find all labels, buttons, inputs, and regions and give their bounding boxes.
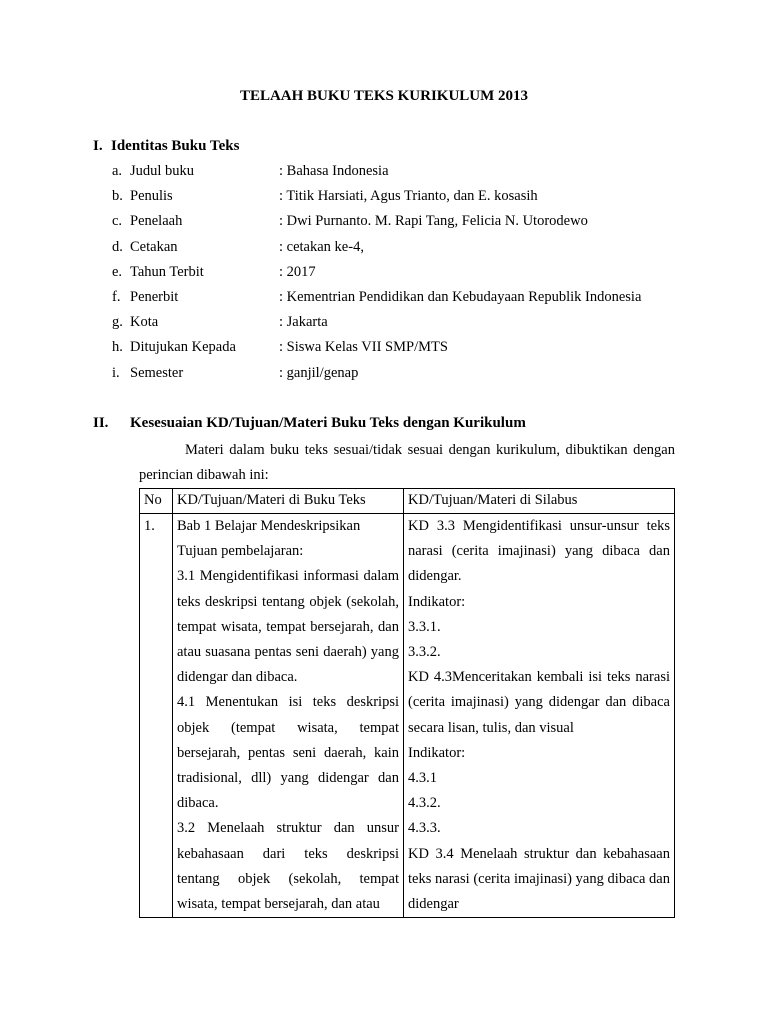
table-header-row [140,489,675,514]
section-2-number: II. [93,415,109,431]
silabus-line: Indikator: [408,593,466,610]
identity-item [112,264,712,289]
item-label: Judul buku [130,163,195,179]
header-no: No [140,489,173,514]
item-letter: g. [112,314,123,331]
item-letter: b. [112,188,123,205]
buku-line: Bab 1 Belajar Mendeskripsikan [177,518,361,534]
item-letter: i. [112,364,120,381]
item-label: Kota [130,314,159,331]
item-value: : Siswa Kelas VII SMP/MTS [279,339,448,356]
section-1-heading [93,138,239,155]
item-label: Cetakan [130,238,178,255]
section-1-number: I. [93,138,103,154]
identity-item [112,213,712,238]
identity-item [112,188,712,213]
silabus-line: KD 4.3Menceritakan kembali isi teks narasi (cerita imajinasi) yang didengar dan dibaca secara lisan, tulis, dan visual [408,669,670,736]
buku-line: 3.2 Menelaah struktur dan unsur kebahasaan dari teks deskripsi tentang objek (sekolah, tempat wisata, tempat bersejarah, dan atau [177,820,399,913]
item-value: : Bahasa Indonesia [279,163,389,179]
item-label: Tahun Terbit [130,263,204,280]
identity-list [112,163,712,390]
identity-item [112,314,712,339]
item-value: : Kementrian Pendidikan dan Kebudayaan Republik Indonesia [279,288,642,305]
kd-comparison-table [139,488,675,918]
cell-buku [173,514,404,918]
silabus-line: 4.3.1 [408,770,437,787]
item-label: Ditujukan Kepada [130,339,236,356]
item-letter: c. [112,213,123,230]
cell-silabus [404,514,675,918]
silabus-line: 3.3.2. [408,644,441,661]
header-silabus: KD/Tujuan/Materi di Silabus [404,489,675,514]
cell-no [140,514,173,918]
silabus-line: 3.3.1. [408,618,441,635]
silabus-line: 4.3.3. [408,820,441,837]
item-value: : Titik Harsiati, Agus Trianto, dan E. kosasih [279,188,538,205]
header-buku: KD/Tujuan/Materi di Buku Teks [173,489,404,514]
section-2-heading [93,415,526,432]
item-value: : 2017 [279,263,316,280]
row-number: 1. [144,518,155,534]
item-value: : ganjil/genap [279,364,359,381]
section-2-intro: Materi dalam buku teks sesuai/tidak sesuai dengan kurikulum, dibuktikan dengan perincian dibawah ini: [139,442,675,483]
item-letter: h. [112,339,123,356]
identity-item [112,365,712,390]
item-value: : cetakan ke-4, [279,238,364,255]
document-title: TELAAH BUKU TEKS KURIKULUM 2013 [239,88,529,104]
item-letter: f. [112,288,121,305]
item-label: Penelaah [130,213,183,230]
item-letter: a. [112,163,123,179]
silabus-line: KD 3.4 Menelaah struktur dan kebahasaan teks narasi (cerita imajinasi) yang dibaca dan didengar [408,845,670,913]
item-value: : Dwi Purnanto. M. Rapi Tang, Felicia N. Utorodewo [279,213,588,230]
buku-line: Tujuan pembelajaran: [177,543,304,560]
silabus-line: 4.3.2. [408,795,441,812]
section-2-title: Kesesuaian KD/Tujuan/Materi Buku Teks dengan Kurikulum [130,415,526,431]
item-value: : Jakarta [279,314,328,331]
item-letter: d. [112,238,123,255]
buku-line: 4.1 Menentukan isi teks deskripsi objek (tempat wisata, tempat bersejarah, pentas seni daerah, kain tradisional, dll) yang didengar dan dibaca. [177,694,399,812]
item-label: Penerbit [130,288,179,305]
identity-item [112,239,712,264]
table-row [140,514,675,918]
item-label: Semester [130,364,184,381]
item-label: Penulis [130,188,173,205]
item-letter: e. [112,263,123,280]
section-1-title: Identitas Buku Teks [111,138,240,154]
buku-line: 3.1 Mengidentifikasi informasi dalam teks deskripsi tentang objek (sekolah, tempat wisata, tempat bersejarah, dan atau suasana pentas seni daerah) yang didengar dan dibaca. [177,568,399,686]
identity-item [112,339,712,364]
silabus-line: Indikator: [408,744,466,761]
identity-item [112,289,712,314]
identity-item [112,163,712,188]
silabus-line: KD 3.3 Mengidentifikasi unsur-unsur teks narasi (cerita imajinasi) yang dibaca dan didengar. [408,518,670,585]
